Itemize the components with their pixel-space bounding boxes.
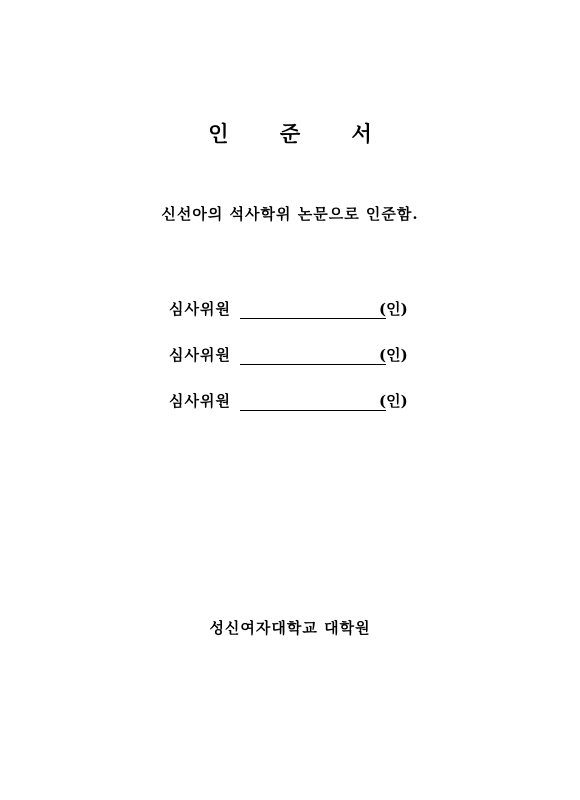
page-title bbox=[0, 118, 580, 148]
signature-line bbox=[240, 364, 386, 365]
seal-mark: (인) bbox=[379, 300, 408, 318]
committee-label: 심사위원 bbox=[169, 346, 231, 364]
committee-row bbox=[169, 344, 429, 390]
committee-row bbox=[169, 390, 429, 436]
signature-line bbox=[240, 318, 386, 319]
committee-label: 심사위원 bbox=[169, 392, 231, 410]
committee-list bbox=[169, 298, 429, 436]
seal-mark: (인) bbox=[379, 346, 408, 364]
title-char-1: 인 bbox=[208, 121, 229, 146]
title-char-3: 서 bbox=[351, 121, 372, 146]
seal-mark: (인) bbox=[379, 392, 408, 410]
approval-statement: 신선아의 석사학위 논문으로 인준함. bbox=[161, 205, 419, 223]
signature-line bbox=[240, 410, 386, 411]
committee-row bbox=[169, 298, 429, 344]
institution-name: 성신여자대학교 대학원 bbox=[209, 619, 371, 637]
title-char-2: 준 bbox=[279, 121, 301, 146]
committee-label: 심사위원 bbox=[169, 300, 231, 318]
